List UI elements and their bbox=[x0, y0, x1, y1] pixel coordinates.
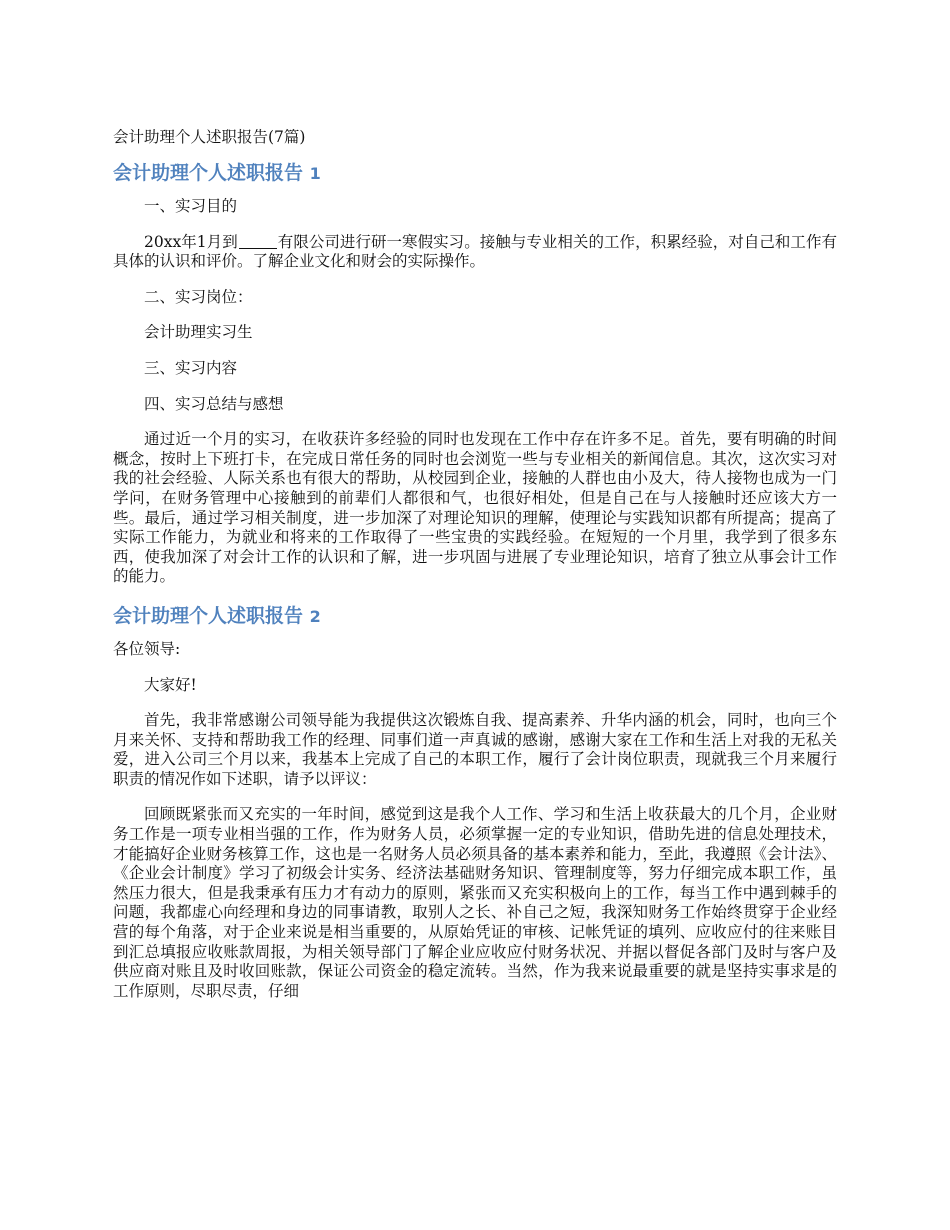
section-1-paragraph-2-end: 有限公司进行研一寒假实习。接触与专业相关的工作，积累经验，对自己和工作有具体的认识和评价。了解企业文化和财会的实际操作。 bbox=[113, 232, 837, 271]
section-2-heading-number: 2 bbox=[309, 606, 321, 626]
section-1-paragraph-2-start: 20xx年1月到 bbox=[144, 232, 238, 251]
section-2-heading bbox=[113, 603, 837, 630]
section-2-paragraph-4: 回顾既紧张而又充实的一年时间，感觉到这是我个人工作、学习和生活上收获最大的几个月，企业财务工作是一项专业相当强的工作，作为财务人员，必须掌握一定的专业知识，借助先进的信息处理技术，才能搞好企业财务核算工作，这也是一名财务人员必须具备的基本素养和能力，至此，我遵照《会计法》、《企业会计制度》学习了初级会计实务、经济法基础财务知识、管理制度等，努力仔细完成本职工作，虽然压力很大，但是我秉承有压力才有动力的原则，紧张而又充实积极向上的工作，每当工作中遇到棘手的问题，我都虚心向经理和身边的同事请教，取别人之长、补自己之短，我深知财务工作始终贯穿于企业经营的每个角落，对于企业来说是相当重要的，从原始凭证的审核、记帐凭证的填列、应收应付的往来账目到汇总填报应收账款周报，为相关领导部门了解企业应收应付财务状况、并据以督促各部门及时与客户及供应商对账且及时收回账款，保证公司资金的稳定流转。当然，作为我来说最重要的就是坚持实事求是的工作原则，尽职尽责，仔细 bbox=[113, 805, 837, 1000]
section-2-salutation: 各位领导: bbox=[113, 639, 181, 658]
document-page bbox=[113, 126, 837, 1017]
section-1-paragraph-6: 四、实习总结与感想 bbox=[144, 394, 284, 413]
section-1-paragraph-7: 通过近一个月的实习，在收获许多经验的同时也发现在工作中存在许多不足。首先，要有明确的时间概念，按时上下班打卡，在完成日常任务的同时也会浏览一些与专业相关的新闻信息。其次，这次实习对我的社会经验、人际关系也有很大的帮助，从校园到企业，接触的人群也由小及大，待人接物也成为一门学问，在财务管理中心接触到的前辈们人都很和气，也很好相处，但是自己在与人接触时还应该大方一些。最后，通过学习相关制度，进一步加深了对理论知识的理解，使理论与实践知识都有所提高；提高了实际工作能力，为就业和将来的工作取得了一些宝贵的实践经验。在短短的一个月里，我学到了很多东西，使我加深了对会计工作的认识和了解，进一步巩固与进展了专业理论知识，培育了独立从事会计工作的能力。 bbox=[113, 430, 837, 586]
fill-in-blank-line bbox=[239, 234, 277, 249]
section-1-paragraph-4: 会计助理实习生 bbox=[144, 323, 253, 342]
section-1-heading bbox=[113, 160, 837, 187]
section-2-paragraph-3: 首先，我非常感谢公司领导能为我提供这次锻炼自我、提高素养、升华内涵的机会，同时，也向三个月来关怀、支持和帮助我工作的经理、同事们道一声真诚的感谢，感谢大家在工作和生活上对我的无私关爱，进入公司三个月以来，我基本上完成了自己的本职工作，履行了会计岗位职责，现就我三个月来履行职责的情况作如下述职，请予以评议： bbox=[113, 711, 837, 788]
section-1-paragraph-2 bbox=[113, 233, 837, 272]
section-1-paragraph-3: 二、实习岗位： bbox=[144, 287, 253, 306]
section-1-paragraph-5: 三、实习内容 bbox=[144, 358, 238, 377]
section-2-heading-text: 会计助理个人述职报告 bbox=[113, 604, 304, 627]
section-2-greeting: 大家好! bbox=[144, 675, 197, 694]
section-1-heading-number: 1 bbox=[309, 164, 321, 183]
section-1-paragraph-1: 一、实习目的 bbox=[144, 197, 238, 215]
document-title: 会计助理个人述职报告(7篇) bbox=[113, 128, 306, 146]
section-1-heading-text: 会计助理个人述职报告 bbox=[113, 162, 304, 184]
